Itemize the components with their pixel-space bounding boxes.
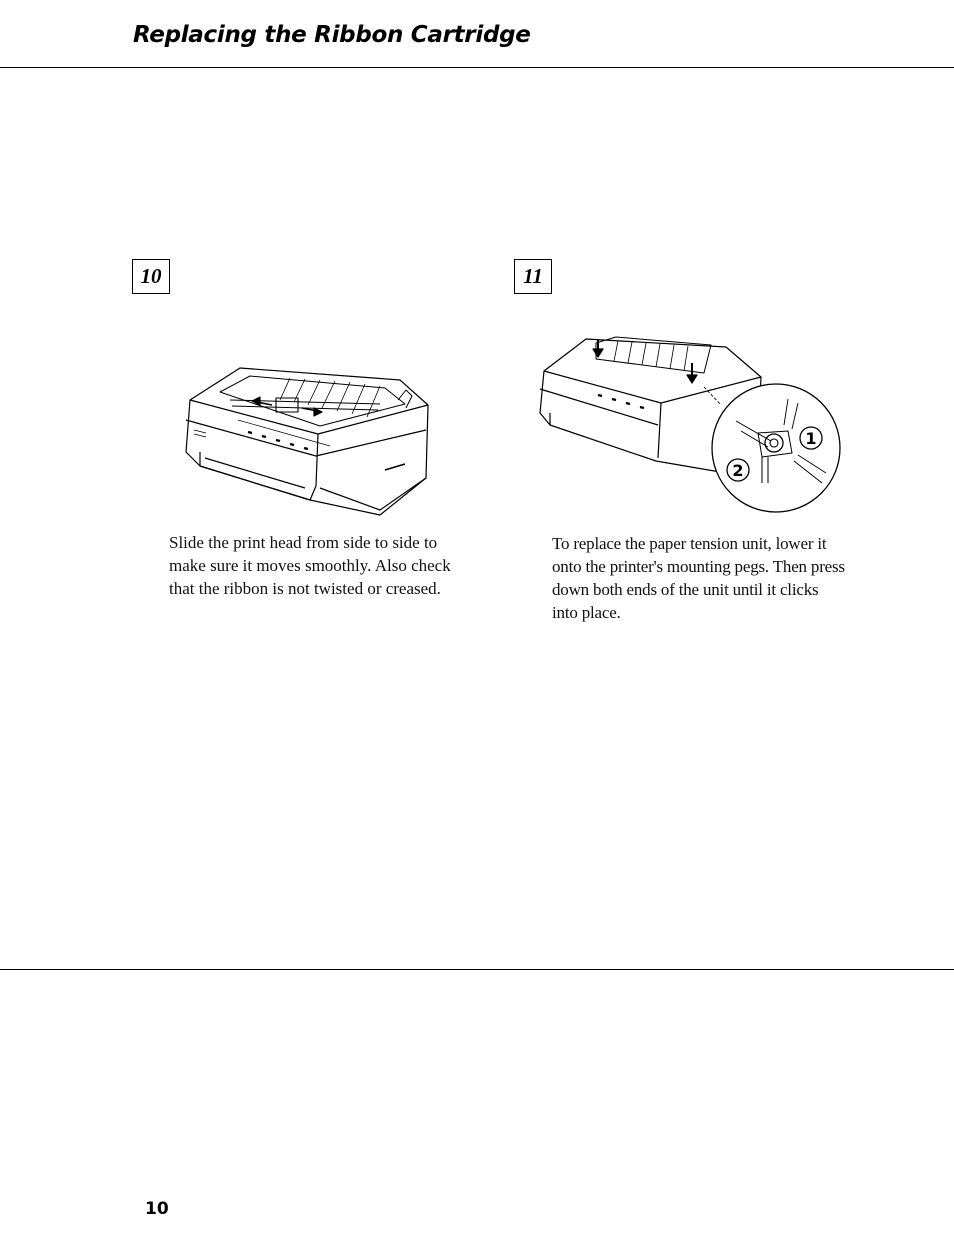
svg-text:1: 1 (805, 429, 817, 448)
footer-rule (0, 969, 954, 970)
step-number-11: 11 (514, 259, 552, 294)
callout-1 (800, 427, 822, 449)
paper-tension-unit-illustration (536, 333, 844, 518)
header-rule (0, 67, 954, 68)
svg-text:2: 2 (732, 461, 744, 480)
callout-2 (727, 459, 749, 481)
step-number-10: 10 (132, 259, 170, 294)
page-number: 10 (145, 1199, 169, 1219)
printer-print-head-illustration (180, 360, 435, 518)
page-title: Replacing the Ribbon Cartridge (133, 22, 531, 48)
step-11-instruction: To replace the paper tension unit, lower it onto the printer's mounting pegs. Then press down both ends of the unit until it clicks into place. (552, 534, 845, 622)
step-10-instruction: Slide the print head from side to side to make sure it moves smoothly. Also check that the ribbon is not twisted or creased. (169, 533, 451, 598)
